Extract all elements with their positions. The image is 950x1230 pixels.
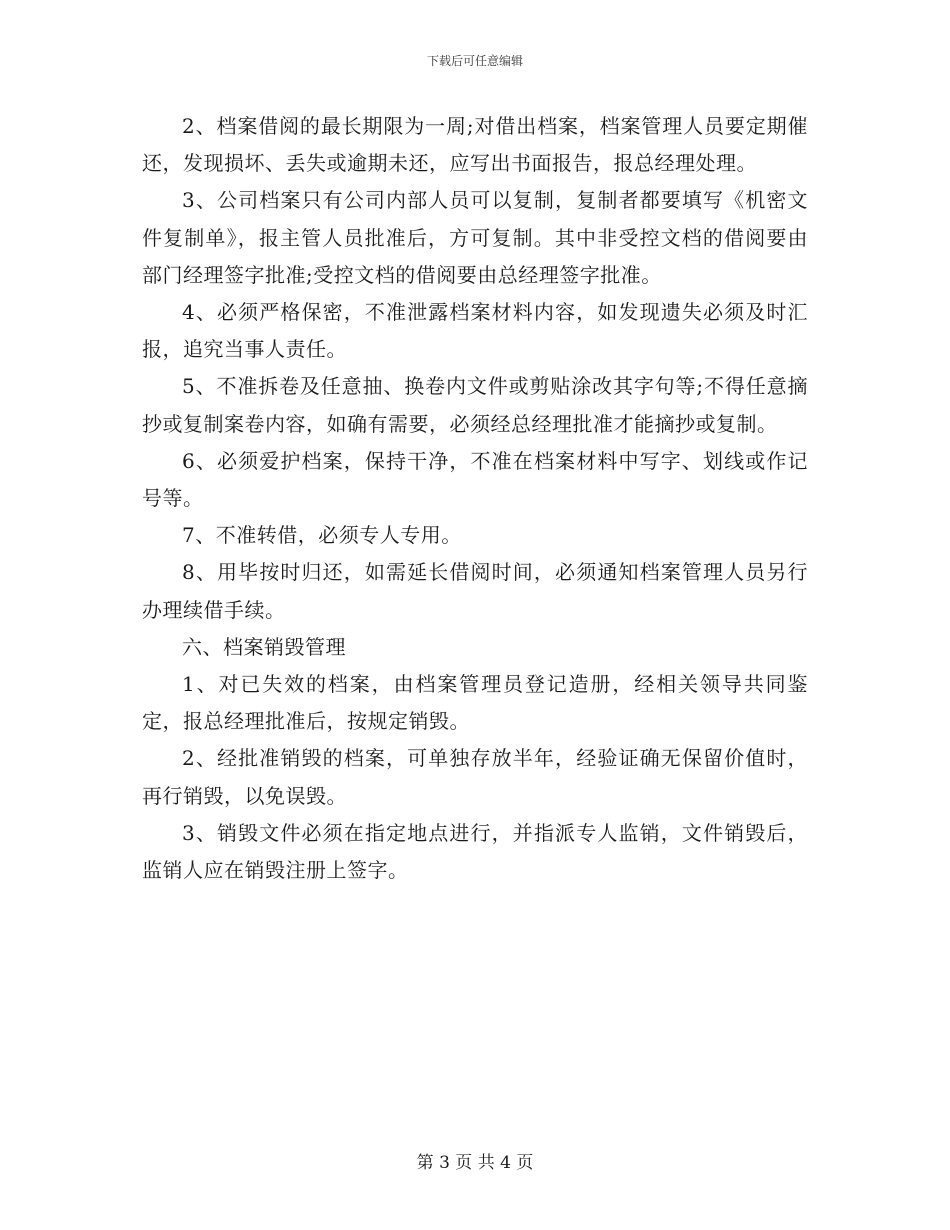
section-heading-destruction: 六、档案销毁管理: [182, 634, 346, 659]
paragraph-supervision: 3、销毁文件必须在指定地点进行，并指派专人监销，文件销毁后，监销人应在销毁注册上签字。: [142, 820, 808, 883]
paragraph-care: 6、必须爱护档案，保持干净，不准在档案材料中写字、划线或作记号等。: [142, 448, 808, 511]
paragraph-copy-rules: 3、公司档案只有公司内部人员可以复制，复制者都要填写《机密文件复制单》，报主管人员批准后，方可复制。其中非受控文档的借阅要由部门经理签字批准;受控文档的借阅要由总经理签字批准。: [142, 188, 808, 287]
page-number: 第 3 页 共 4 页: [416, 1153, 534, 1173]
paragraph-confidentiality: 4、必须严格保密，不准泄露档案材料内容，如发现遗失必须及时汇报，追究当事人责任。: [142, 300, 808, 362]
paragraph-storage: 2、经批准销毁的档案，可单独存放半年，经验证确无保留价值时，再行销毁，以免误毁。: [142, 746, 808, 808]
paragraph-no-dismantle: 5、不准拆卷及任意抽、换卷内文件或剪贴涂改其字句等;不得任意摘抄或复制案卷内容，如确有需要，必须经总经理批准才能摘抄或复制。: [142, 374, 808, 436]
paragraph-borrow-period: 2、档案借阅的最长期限为一周;对借出档案，档案管理人员要定期催还，发现损坏、丢失或逾期未还，应写出书面报告，报总经理处理。: [142, 114, 808, 176]
paragraph-return: 8、用毕按时归还，如需延长借阅时间，必须通知档案管理人员另行办理续借手续。: [142, 560, 808, 622]
paragraph-no-lending: 7、不准转借，必须专人专用。: [182, 523, 462, 548]
document-body: [142, 108, 808, 889]
paragraph-expired-files: 1、对已失效的档案，由档案管理员登记造册，经相关领导共同鉴定，报总经理批准后，按规定销毁。: [142, 672, 808, 734]
page-header: 下载后可任意编辑: [426, 54, 523, 68]
